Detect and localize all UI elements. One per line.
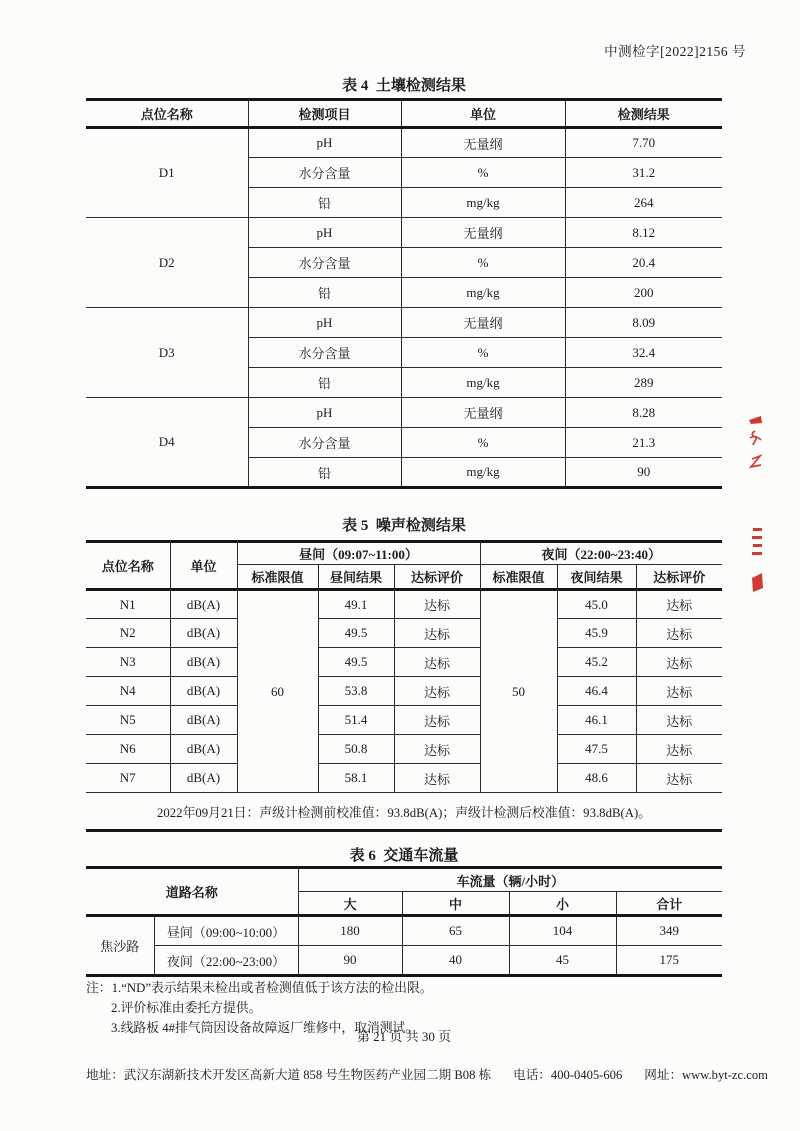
- result-cell: 7.70: [565, 128, 722, 158]
- unit-cell: %: [401, 158, 565, 188]
- night-result-cell: 46.1: [557, 706, 636, 735]
- day-eval-cell: 达标: [394, 590, 480, 619]
- item-cell: 铅: [248, 188, 401, 218]
- header-cell: 合计: [616, 892, 722, 916]
- soil-results-table: [86, 98, 722, 489]
- page-indicator: 第 21 页 共 30 页: [356, 1029, 452, 1044]
- period-cell: 昼间（09:00~10:00）: [154, 916, 298, 946]
- table-row: [86, 916, 722, 946]
- site-cell: N3: [86, 648, 170, 677]
- table-row: [86, 619, 722, 648]
- result-cell: 8.12: [565, 218, 722, 248]
- table-row: [86, 764, 722, 793]
- item-cell: 水分含量: [248, 338, 401, 368]
- day-eval-cell: 达标: [394, 764, 480, 793]
- header-cell: 大: [298, 892, 402, 916]
- unit-cell: %: [401, 338, 565, 368]
- unit-cell: dB(A): [170, 677, 237, 706]
- site-cell: D3: [86, 308, 248, 398]
- night-result-cell: 45.0: [557, 590, 636, 619]
- count-cell: 349: [616, 916, 722, 946]
- day-result-cell: 50.8: [318, 735, 394, 764]
- result-cell: 264: [565, 188, 722, 218]
- night-result-cell: 45.2: [557, 648, 636, 677]
- day-eval-cell: 达标: [394, 619, 480, 648]
- calibration-note-row: [86, 793, 722, 831]
- table-row: [86, 946, 722, 976]
- site-cell: N6: [86, 735, 170, 764]
- note-item: 2.评价标准由委托方提供。: [111, 1001, 262, 1015]
- note-item: 3.线路板 4#排气筒因设备故障返厂维修中，取消测试。: [111, 1021, 419, 1035]
- item-cell: 铅: [248, 278, 401, 308]
- note-line: [86, 978, 726, 998]
- site-cell: N4: [86, 677, 170, 706]
- night-eval-cell: 达标: [636, 648, 722, 677]
- header-cell: 单位: [401, 100, 565, 128]
- night-eval-cell: 达标: [636, 764, 722, 793]
- table6-title: 表 6 交通车流量: [349, 848, 459, 864]
- flow-group-header: 车流量（辆/小时）: [298, 868, 722, 892]
- result-cell: 20.4: [565, 248, 722, 278]
- night-result-cell: 46.4: [557, 677, 636, 706]
- table-row: [86, 218, 722, 248]
- table5-title: 表 5 噪声检测结果: [342, 518, 466, 534]
- header-cell: 点位名称: [86, 100, 248, 128]
- calibration-note: 2022年09月21日：声级计检测前校准值：93.8dB(A)；声级计检测后校准值：93.8dB(A)。: [86, 793, 722, 831]
- day-result-cell: 49.5: [318, 648, 394, 677]
- day-result-cell: 51.4: [318, 706, 394, 735]
- table4-title: 表 4 土壤检测结果: [342, 78, 466, 94]
- count-cell: 180: [298, 916, 402, 946]
- site-cell: N1: [86, 590, 170, 619]
- site-cell: N5: [86, 706, 170, 735]
- night-eval-cell: 达标: [636, 677, 722, 706]
- night-eval-cell: 达标: [636, 735, 722, 764]
- day-limit-cell: 60: [237, 590, 318, 793]
- site-cell: D2: [86, 218, 248, 308]
- night-eval-cell: 达标: [636, 706, 722, 735]
- site-cell: N7: [86, 764, 170, 793]
- item-cell: pH: [248, 308, 401, 338]
- night-result-cell: 48.6: [557, 764, 636, 793]
- day-result-cell: 49.5: [318, 619, 394, 648]
- unit-cell: mg/kg: [401, 458, 565, 488]
- table-header-row: [86, 868, 722, 892]
- day-eval-cell: 达标: [394, 677, 480, 706]
- header-cell: 检测结果: [565, 100, 722, 128]
- table-row: [86, 398, 722, 428]
- site-cell: N2: [86, 619, 170, 648]
- unit-cell: 无量纲: [401, 398, 565, 428]
- count-cell: 90: [298, 946, 402, 976]
- result-cell: 289: [565, 368, 722, 398]
- item-cell: 铅: [248, 458, 401, 488]
- site-cell: D4: [86, 398, 248, 488]
- item-cell: 水分含量: [248, 428, 401, 458]
- day-group-header: 昼间（09:07~11:00）: [237, 542, 480, 565]
- count-cell: 104: [509, 916, 616, 946]
- road-cell: 焦沙路: [86, 916, 154, 976]
- header-cell: 单位: [170, 542, 237, 590]
- result-cell: 21.3: [565, 428, 722, 458]
- item-cell: 铅: [248, 368, 401, 398]
- item-cell: 水分含量: [248, 248, 401, 278]
- unit-cell: %: [401, 248, 565, 278]
- red-stamp-fragment-2: [748, 526, 764, 596]
- footer-website: 网址：www.byt-zc.com: [644, 1068, 768, 1082]
- table-row: [86, 128, 722, 158]
- table-row: [86, 706, 722, 735]
- table-row: [86, 590, 722, 619]
- header-cell: 中: [402, 892, 509, 916]
- result-cell: 32.4: [565, 338, 722, 368]
- night-eval-cell: 达标: [636, 590, 722, 619]
- count-cell: 40: [402, 946, 509, 976]
- noise-results-table: [86, 540, 722, 832]
- table-header-row: [86, 542, 722, 565]
- night-eval-cell: 达标: [636, 619, 722, 648]
- unit-cell: dB(A): [170, 735, 237, 764]
- header-cell: 昼间结果: [318, 565, 394, 590]
- header-cell: 夜间结果: [557, 565, 636, 590]
- day-result-cell: 49.1: [318, 590, 394, 619]
- period-cell: 夜间（22:00~23:00）: [154, 946, 298, 976]
- night-result-cell: 45.9: [557, 619, 636, 648]
- result-cell: 8.09: [565, 308, 722, 338]
- footer-phone: 电话：400-0405-606: [513, 1068, 623, 1082]
- day-eval-cell: 达标: [394, 648, 480, 677]
- count-cell: 175: [616, 946, 722, 976]
- unit-cell: dB(A): [170, 619, 237, 648]
- day-result-cell: 58.1: [318, 764, 394, 793]
- unit-cell: mg/kg: [401, 188, 565, 218]
- unit-cell: dB(A): [170, 764, 237, 793]
- traffic-flow-table: [86, 866, 722, 977]
- unit-cell: dB(A): [170, 706, 237, 735]
- unit-cell: 无量纲: [401, 218, 565, 248]
- header-cell: 标准限值: [480, 565, 557, 590]
- unit-cell: 无量纲: [401, 308, 565, 338]
- night-result-cell: 47.5: [557, 735, 636, 764]
- header-cell: 达标评价: [394, 565, 480, 590]
- day-eval-cell: 达标: [394, 735, 480, 764]
- count-cell: 45: [509, 946, 616, 976]
- result-cell: 8.28: [565, 398, 722, 428]
- header-cell: 道路名称: [86, 868, 298, 916]
- header-cell: 标准限值: [237, 565, 318, 590]
- day-eval-cell: 达标: [394, 706, 480, 735]
- unit-cell: dB(A): [170, 590, 237, 619]
- unit-cell: dB(A): [170, 648, 237, 677]
- unit-cell: mg/kg: [401, 278, 565, 308]
- table-header-row: [86, 100, 722, 128]
- item-cell: 水分含量: [248, 158, 401, 188]
- night-limit-cell: 50: [480, 590, 557, 793]
- unit-cell: mg/kg: [401, 368, 565, 398]
- note-item: 1.“ND”表示结果未检出或者检测值低于该方法的检出限。: [111, 981, 433, 995]
- table-row: [86, 308, 722, 338]
- doc-number: 中测检字[2022]2156 号: [604, 44, 746, 59]
- site-cell: D1: [86, 128, 248, 218]
- header-cell: 点位名称: [86, 542, 170, 590]
- result-cell: 200: [565, 278, 722, 308]
- footer-contact-line: [86, 1064, 766, 1083]
- result-cell: 31.2: [565, 158, 722, 188]
- day-result-cell: 53.8: [318, 677, 394, 706]
- header-cell: 达标评价: [636, 565, 722, 590]
- count-cell: 65: [402, 916, 509, 946]
- unit-cell: %: [401, 428, 565, 458]
- footer-address: 地址：武汉东湖新技术开发区高新大道 858 号生物医药产业园二期 B08 栋: [86, 1068, 492, 1082]
- header-cell: 检测项目: [248, 100, 401, 128]
- table-row: [86, 648, 722, 677]
- item-cell: pH: [248, 398, 401, 428]
- table-row: [86, 677, 722, 706]
- item-cell: pH: [248, 218, 401, 248]
- note-label: 注：: [86, 981, 112, 995]
- night-group-header: 夜间（22:00~23:40）: [480, 542, 722, 565]
- table-row: [86, 735, 722, 764]
- red-stamp-fragment-1: [744, 414, 764, 480]
- header-cell: 小: [509, 892, 616, 916]
- unit-cell: 无量纲: [401, 128, 565, 158]
- result-cell: 90: [565, 458, 722, 488]
- item-cell: pH: [248, 128, 401, 158]
